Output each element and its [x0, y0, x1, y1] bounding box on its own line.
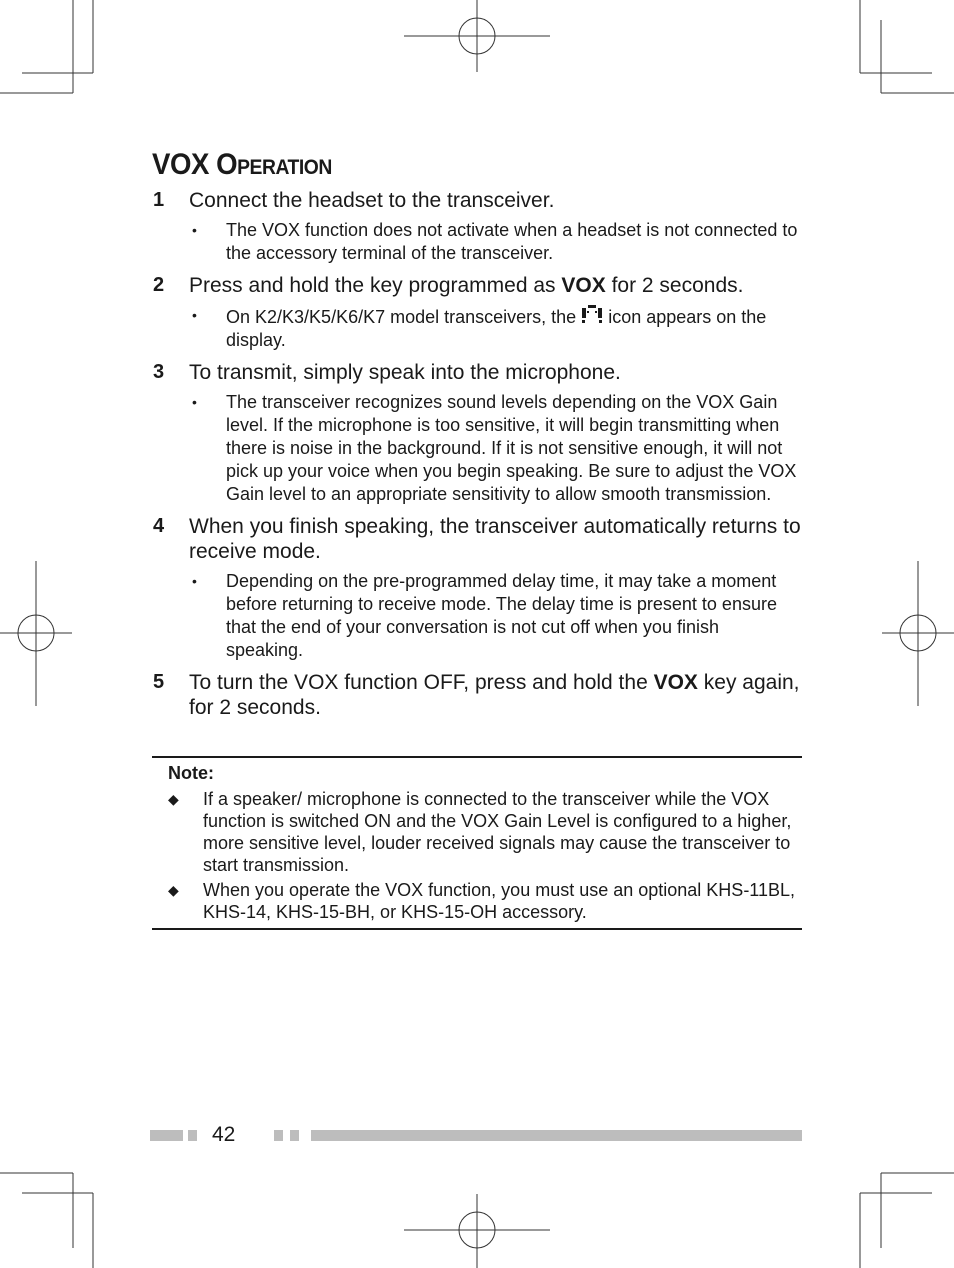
bullet-mark: •	[192, 307, 197, 323]
step-number: 3	[153, 361, 165, 383]
step-text-part: for 2 seconds.	[605, 274, 744, 297]
step-number: 2	[153, 274, 165, 296]
step-text	[189, 273, 802, 298]
step-3-bullet	[189, 391, 802, 506]
page-content	[152, 146, 802, 930]
step-text-part: Press and hold the key programmed as	[189, 274, 562, 297]
bullet-mark: •	[192, 222, 197, 238]
page-footer	[150, 1120, 802, 1150]
footer-bar	[188, 1130, 197, 1141]
step-number: 1	[153, 189, 165, 211]
footer-bar	[290, 1130, 299, 1141]
step-text: To transmit, simply speak into the microphone.	[189, 361, 621, 384]
step-text-part: To turn the VOX function OFF, press and hold the	[189, 671, 654, 694]
bullet-text: Depending on the pre-programmed delay time, it may take a moment before returning to receive mode. The delay time is present to ensure that the end of your conversation is not cut off when you finish speaking.	[226, 571, 777, 660]
vox-indicator-icon	[581, 304, 603, 326]
step-1	[152, 188, 802, 213]
note-text: If a speaker/ microphone is connected to the transceiver while the VOX function is switched ON and the VOX Gain Level is configured to a higher, more sensitive level, louder received signals may cause the transceiver to start transmission.	[203, 789, 792, 875]
step-text: When you finish speaking, the transceiver automatically returns to receive mode.	[189, 515, 801, 563]
bullet-text: The transceiver recognizes sound levels depending on the VOX Gain level. If the microphone is too sensitive, it will begin transmitting when there is noise in the background. If it is not sensitive enough, it will not pick up your voice when you begin speaking. Be sure to adjust the VOX Gain level to an appropriate sensitivity to allow smooth transmission.	[226, 392, 797, 504]
step-5	[152, 670, 802, 720]
diamond-bullet-icon: ◆	[168, 791, 179, 807]
diamond-bullet-icon: ◆	[168, 882, 179, 898]
note-box	[152, 756, 802, 930]
bullet-mark: •	[192, 394, 197, 410]
section-title-part2: PERATION	[237, 156, 332, 179]
bullet-mark: •	[192, 573, 197, 589]
step-2	[152, 273, 802, 298]
step-4	[152, 514, 802, 564]
bullet-text-part: icon appears on the display.	[226, 307, 767, 350]
footer-bar	[311, 1130, 802, 1141]
step-number: 5	[153, 671, 165, 693]
vox-key-label: VOX	[653, 671, 698, 694]
section-title	[152, 146, 750, 184]
note-item	[152, 879, 802, 923]
step-2-bullet	[189, 304, 802, 352]
bullet-text-part: On K2/K3/K5/K6/K7 model transceivers, the	[226, 307, 582, 327]
step-text	[189, 670, 802, 720]
footer-bar	[274, 1130, 283, 1141]
step-1-bullet	[189, 219, 802, 265]
step-text-part: key again, for 2 seconds.	[189, 671, 800, 719]
step-text: Connect the headset to the transceiver.	[189, 189, 555, 212]
footer-bar	[150, 1130, 183, 1141]
vox-key-label: VOX	[561, 274, 606, 297]
step-4-bullet	[189, 570, 802, 662]
section-title-part1: VOX O	[152, 148, 238, 181]
bullet-text	[226, 304, 802, 352]
step-3	[152, 360, 802, 385]
note-label: Note:	[168, 763, 214, 783]
bullet-text: The VOX function does not activate when a headset is not connected to the accessory terminal of the transceiver.	[226, 220, 798, 263]
step-number: 4	[153, 515, 165, 537]
note-item	[152, 788, 802, 876]
page-number: 42	[212, 1123, 236, 1146]
note-text: When you operate the VOX function, you must use an optional KHS-11BL, KHS-14, KHS-15-BH, or KHS-15-OH accessory.	[203, 880, 796, 922]
